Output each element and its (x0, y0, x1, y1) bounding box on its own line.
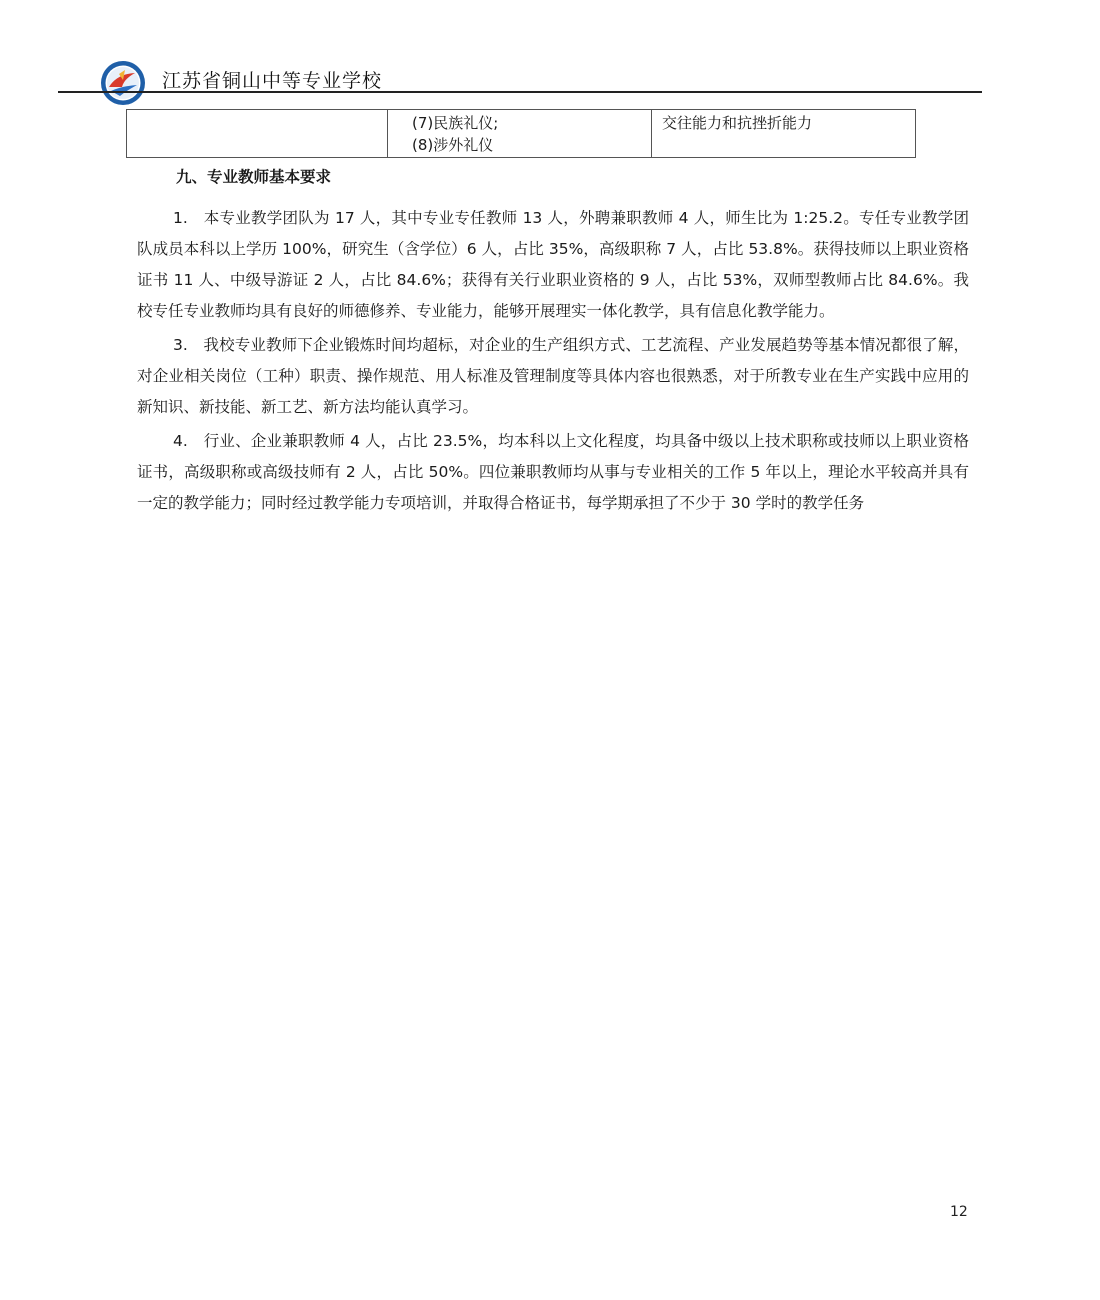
paragraph: 4. 行业、企业兼职教师 4 人，占比 23.5%，均本科以上文化程度，均具备中级以上技术职称或技师以上职业资格证书，高级职称或高级技师有 2 人，占比 50%。四位兼职教师均从事与专业相关的工作 5 年以上，理论水平较高并具有一定的教学能力；同时经过教学能力专项培训，并取得合格证书，每学期承担了不少于 30 学时的教学任务 (137, 432, 969, 512)
table-cell-content (388, 110, 652, 158)
continued-table (126, 109, 916, 158)
paragraph: 1. 本专业教学团队为 17 人，其中专业专任教师 13 人，外聘兼职教师 4 人，师生比为 1:25.2。专任专业教学团队成员本科以上学历 100%，研究生（含学位）6 人，占比 35%，高级职称 7 人，占比 53.8%。获得技师以上职业资格证书 11 人、中级导游证 2 人，占比 84.6%；获得有关行业职业资格的 9 人，占比 53%，双师型教师占比 84.6%。我校专任专业教师均具有良好的师德修养、专业能力，能够开展理实一体化教学，具有信息化教学能力。 (137, 209, 969, 320)
header-divider (58, 91, 982, 93)
section-heading: 九、专业教师基本要求 (176, 168, 332, 186)
table-row (127, 110, 916, 158)
paragraph: 3. 我校专业教师下企业锻炼时间均超标，对企业的生产组织方式、工艺流程、产业发展趋势等基本情况都很了解，对企业相关岗位（工种）职责、操作规范、用人标准及管理制度等具体内容也很熟悉，对于所教专业在生产实践中应用的新知识、新技能、新工艺、新方法均能认真学习。 (137, 336, 969, 416)
table-cell-course (127, 110, 388, 158)
table-cell-ability: 交往能力和抗挫折能力 (652, 110, 916, 158)
section-body (137, 203, 969, 522)
page-header (100, 58, 984, 102)
content-line: (7)民族礼仪; (412, 114, 499, 132)
page-number: 12 (950, 1204, 968, 1220)
school-name: 江苏省铜山中等专业学校 (162, 70, 383, 92)
content-line: (8)涉外礼仪 (412, 136, 494, 154)
school-emblem-logo-icon (100, 60, 146, 106)
